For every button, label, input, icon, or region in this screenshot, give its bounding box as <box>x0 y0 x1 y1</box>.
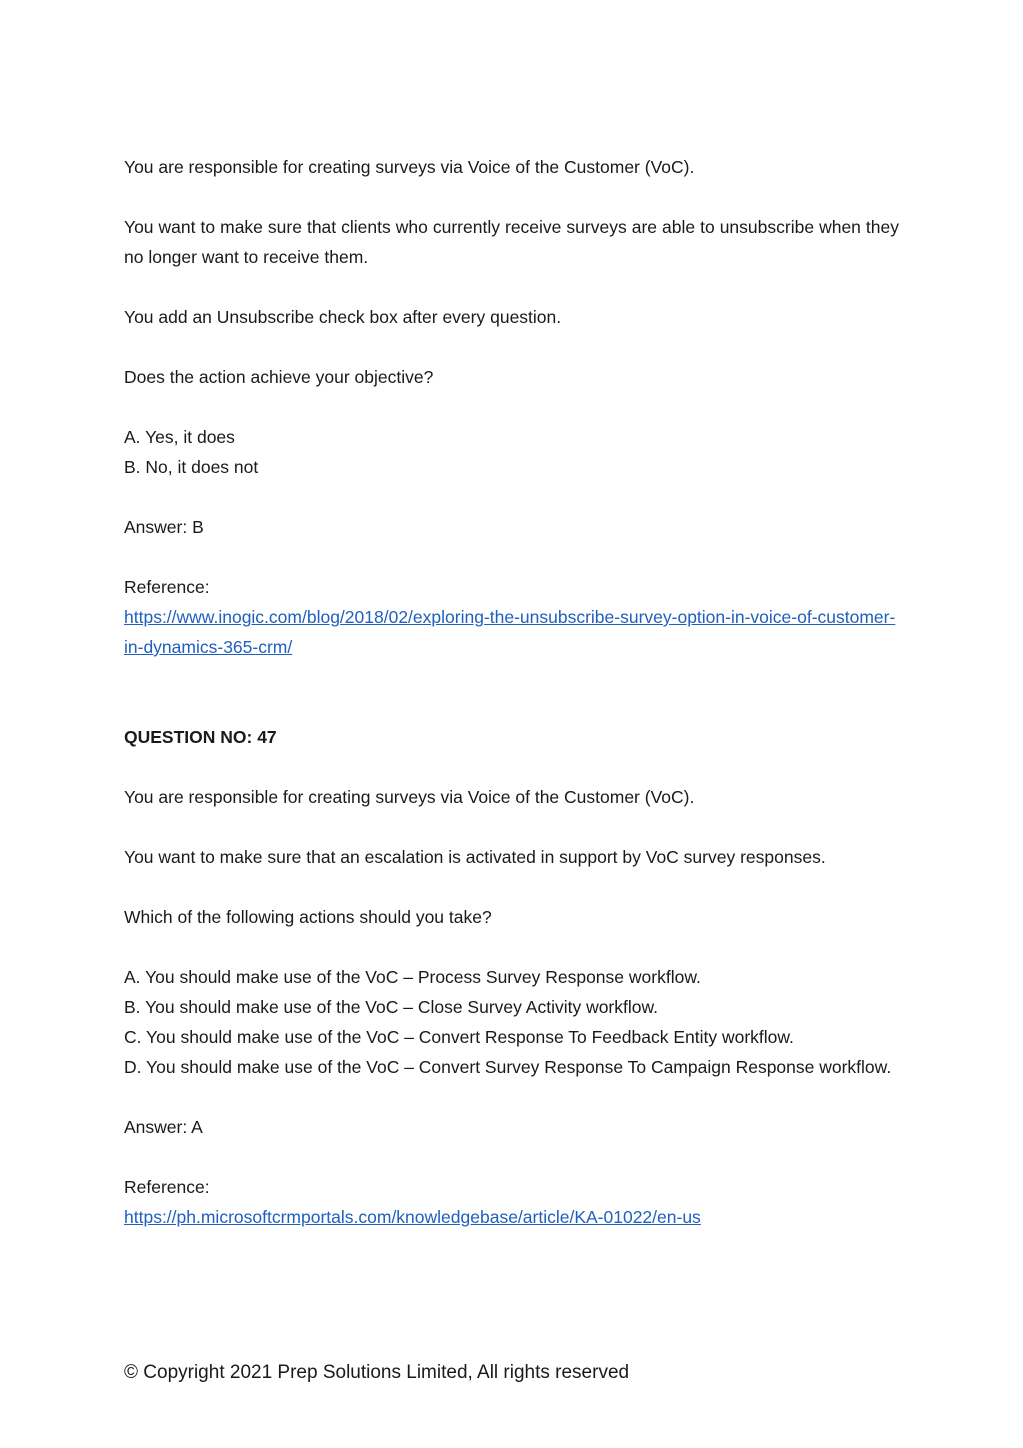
q47-prompt: Which of the following actions should you take? <box>124 907 492 927</box>
q46-intro: You are responsible for creating surveys via Voice of the Customer (VoC). <box>124 157 695 177</box>
q47-intro: You are responsible for creating surveys via Voice of the Customer (VoC). <box>124 787 695 807</box>
q47-reference <box>124 1172 899 1232</box>
document-page <box>124 152 899 1262</box>
copyright-footer: © Copyright 2021 Prep Solutions Limited, All rights reserved <box>124 1362 630 1383</box>
q47-option-b: B. You should make use of the VoC – Close Survey Activity workflow. <box>124 997 659 1017</box>
section-gap <box>124 692 899 722</box>
q46-reference <box>124 572 899 662</box>
q46-option-b: B. No, it does not <box>124 457 259 477</box>
q46-options <box>124 422 899 482</box>
q47-option-c: C. You should make use of the VoC – Convert Response To Feedback Entity workflow. <box>124 1027 794 1047</box>
q47-options <box>124 962 899 1082</box>
q47-reference-label: Reference: <box>124 1177 210 1197</box>
q47-option-a: A. You should make use of the VoC – Process Survey Response workflow. <box>124 967 701 987</box>
q46-answer: Answer: B <box>124 517 204 537</box>
q47-answer: Answer: A <box>124 1117 203 1137</box>
q47-heading: QUESTION NO: 47 <box>124 727 277 747</box>
q47-option-d: D. You should make use of the VoC – Convert Survey Response To Campaign Response workflow. <box>124 1057 892 1077</box>
q46-action: You add an Unsubscribe check box after every question. <box>124 307 562 327</box>
q46-prompt: Does the action achieve your objective? <box>124 367 434 387</box>
q46-option-a: A. Yes, it does <box>124 427 235 447</box>
q46-reference-label: Reference: <box>124 577 210 597</box>
q46-goal: You want to make sure that clients who currently receive surveys are able to unsubscribe when they no longer want to receive them. <box>124 217 899 267</box>
q47-goal: You want to make sure that an escalation is activated in support by VoC survey responses. <box>124 847 826 867</box>
q47-reference-link[interactable]: https://ph.microsoftcrmportals.com/knowledgebase/article/KA-01022/en-us <box>124 1207 701 1227</box>
q46-reference-link[interactable]: https://www.inogic.com/blog/2018/02/exploring-the-unsubscribe-survey-option-in-voice-of-customer-in-dynamics-365-crm/ <box>124 607 896 657</box>
